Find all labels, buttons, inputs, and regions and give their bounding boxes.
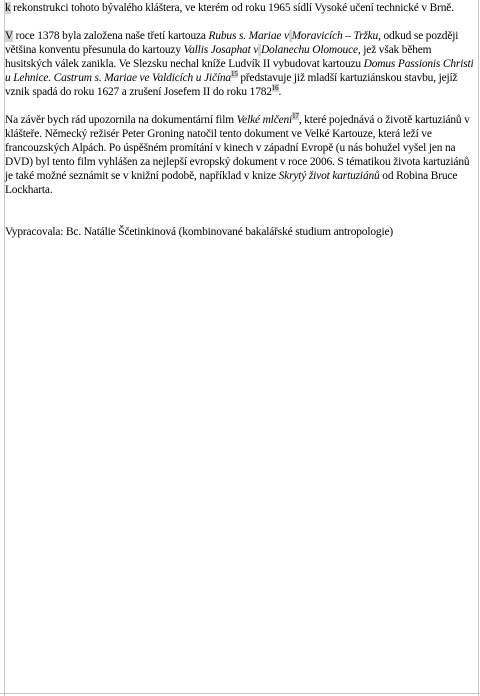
footnote-ref[interactable]: 15 — [230, 70, 238, 79]
page-right-edge — [478, 0, 479, 696]
paragraph-text: jež však během husitských válek zanikla. Ve Slezsku nechal kníže Ludvík II vybudovat kartouzu — [5, 44, 432, 70]
italic-name: Rubus s. Mariae v — [208, 30, 289, 42]
italic-name: Domus Passionis Christi u Lehnice. Castrum s. Mariae ve Valdicích u Jičína — [5, 58, 474, 84]
footnote-ref[interactable]: 16 — [271, 84, 279, 93]
italic-title: Velké mlčení — [236, 114, 293, 126]
text-highlight: k — [5, 2, 11, 14]
italic-name: Dolanechu Olomouce, — [260, 44, 361, 56]
paragraph-reconstruction — [5, 1, 478, 15]
paragraph-text: od Robina Bruce Lockharta. — [5, 170, 458, 196]
text-highlight: V — [5, 30, 13, 42]
paragraph-text: roce 1378 byla založena naše třetí kartouza — [12, 30, 209, 42]
paragraph-film — [5, 113, 478, 197]
paragraph-text: Na závěr bych rád upozornila na dokumentární film — [5, 114, 237, 126]
page-bottom-edge — [0, 693, 480, 694]
paragraph-text: odkud se později většina konventu přesunula do kartouzy — [5, 30, 459, 56]
italic-name: Moravicích – Tržku, — [291, 30, 381, 42]
paragraph-text: . — [278, 86, 282, 98]
paragraph-charterhouses — [5, 29, 478, 99]
italic-title: Skrytý život kartuziánů — [278, 170, 380, 182]
document-body[interactable] — [5, 1, 478, 253]
paragraph-text: , které pojednává o životě kartuziánů v klášteře. Německý režisér Peter Groning natočil tento dokument ve Velké Kartouze, která leží ve francouzských Alpách. Po úspěšném promítání v kinech v západní Evropě (u nás bohužel vyšel jen na DVD) byl tento film vyhlášen za nejlepší evropský dokument v roce 2006. S tématikou života kartuziánů je také možné seznámit se v knižní podobě, například v knize — [5, 114, 470, 182]
paragraph-text: rekonstrukci tohoto bývalého kláštera, ve kterém od roku 1965 sídlí Vysoké učení technické v Brně. — [10, 2, 454, 14]
paragraph-text: představuje již mladší kartuziánskou stavbu, jejíž vznik spadá do roku 1627 a zrušení Josefem II do roku 1782 — [5, 72, 458, 98]
italic-name: Vallis Josaphat v — [183, 44, 259, 56]
footnote-ref[interactable]: 17 — [292, 112, 299, 121]
author-signature: Vypracovala: Bc. Natálie Ščetinkinová (kombinované bakalářské studium antropologie) — [5, 226, 394, 238]
